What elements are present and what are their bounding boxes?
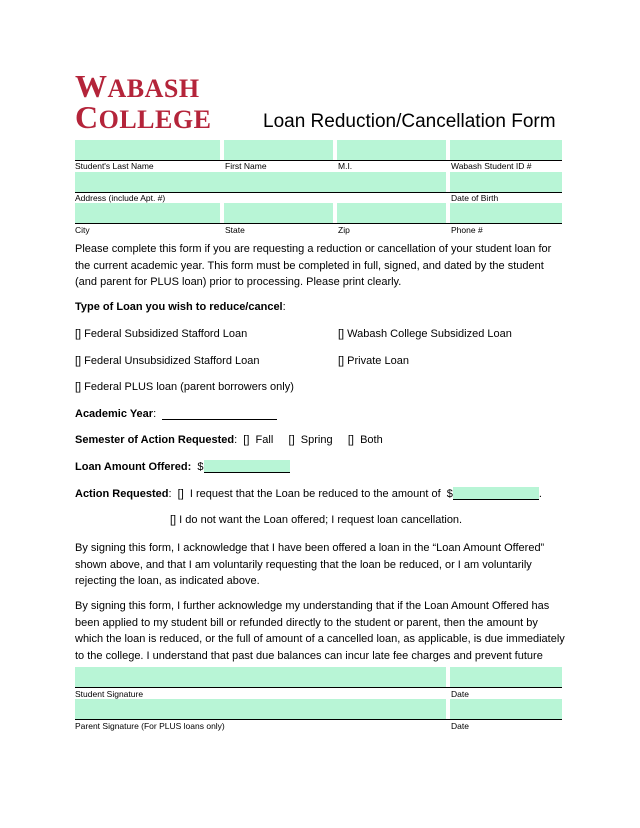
state-label: State <box>225 225 245 235</box>
student-signature-underline <box>75 687 562 688</box>
acknowledgement-1: By signing this form, I acknowledge that I have been offered a loan in the “Loan Amount Offered” shown above, and that I am voluntarily requesting that the loan be reduced, or I am voluntarily rejecting the loan, as indicated above. <box>75 542 545 587</box>
zip-label: Zip <box>338 225 350 235</box>
address-label: Address (include Apt. #) <box>75 193 166 203</box>
parent-signature-underline <box>75 719 562 720</box>
phone-input[interactable] <box>450 203 562 223</box>
academic-year-input[interactable] <box>162 407 277 420</box>
cancel-option[interactable]: [] I do not want the Loan offered; I request loan cancellation. <box>170 514 463 526</box>
address-input[interactable] <box>75 172 446 192</box>
mi-label: M.I. <box>338 161 353 171</box>
last-name-label: Student's Last Name <box>75 161 154 171</box>
state-input[interactable] <box>224 203 333 223</box>
phone-label: Phone # <box>451 225 483 235</box>
student-signature-label: Student Signature <box>75 689 144 699</box>
student-date-label: Date <box>451 689 469 699</box>
row3-underline <box>75 223 562 224</box>
loan-amount-row: Loan Amount Offered: $ <box>75 460 290 473</box>
city-label: City <box>75 225 90 235</box>
student-id-input[interactable] <box>450 140 562 160</box>
acknowledgement-2: By signing this form, I further acknowledge my understanding that if the Loan Amount Offered has been applied to my student bill or refunded directly to the student or parent, then the amount by which the loan is reduced, or the full of amount of a cancelled loan, as applicable, is due immediately to the college. I understand that past due balances can incur late fee charges and prevent future <box>75 600 565 662</box>
intro-paragraph: Please complete this form if you are requesting a reduction or cancellation of your student loan for the current academic year. This form must be completed in full, signed, and dated by the student (and parent for PLUS loan) prior to processing. Please print clearly. <box>75 243 552 288</box>
parent-date-input[interactable] <box>450 699 562 719</box>
student-date-input[interactable] <box>450 667 562 687</box>
option-federal-unsubsidized[interactable]: [] Federal Unsubsidized Stafford Loan <box>75 355 260 367</box>
option-federal-subsidized[interactable]: [] Federal Subsidized Stafford Loan <box>75 328 248 340</box>
form-title: Loan Reduction/Cancellation Form <box>263 111 556 132</box>
city-input[interactable] <box>75 203 220 223</box>
last-name-input[interactable] <box>75 140 220 160</box>
option-wabash-subsidized[interactable]: [] Wabash College Subsidized Loan <box>338 328 512 340</box>
loan-type-heading: Type of Loan you wish to reduce/cancel: <box>75 301 286 313</box>
dob-label: Date of Birth <box>451 193 499 203</box>
zip-input[interactable] <box>337 203 446 223</box>
student-signature-input[interactable] <box>75 667 446 687</box>
first-name-label: First Name <box>225 161 267 171</box>
dob-input[interactable] <box>450 172 562 192</box>
wabash-college-logo <box>75 68 212 135</box>
parent-signature-label: Parent Signature (For PLUS loans only) <box>75 721 225 731</box>
semester-row: Semester of Action Requested: [] Fall [] Spring [] Both <box>75 434 383 446</box>
first-name-input[interactable] <box>224 140 333 160</box>
logo-line-1: WABASH <box>75 68 200 104</box>
action-row: Action Requested: [] I request that the Loan be reduced to the amount of $ . <box>75 488 542 500</box>
logo-line-2: COLLEGE <box>75 99 212 135</box>
academic-year-row: Academic Year: <box>75 407 277 420</box>
parent-date-label: Date <box>451 721 469 731</box>
student-id-label: Wabash Student ID # <box>451 161 532 171</box>
reduce-option[interactable]: : [] I request that the Loan be reduced to the amount of $ <box>168 488 453 500</box>
loan-amount-input[interactable] <box>204 460 290 473</box>
mi-input[interactable] <box>337 140 446 160</box>
parent-signature-input[interactable] <box>75 699 446 719</box>
reduce-amount-input[interactable] <box>453 487 539 500</box>
option-federal-plus[interactable]: [] Federal PLUS loan (parent borrowers only) <box>75 381 294 393</box>
option-private-loan[interactable]: [] Private Loan <box>338 355 409 367</box>
